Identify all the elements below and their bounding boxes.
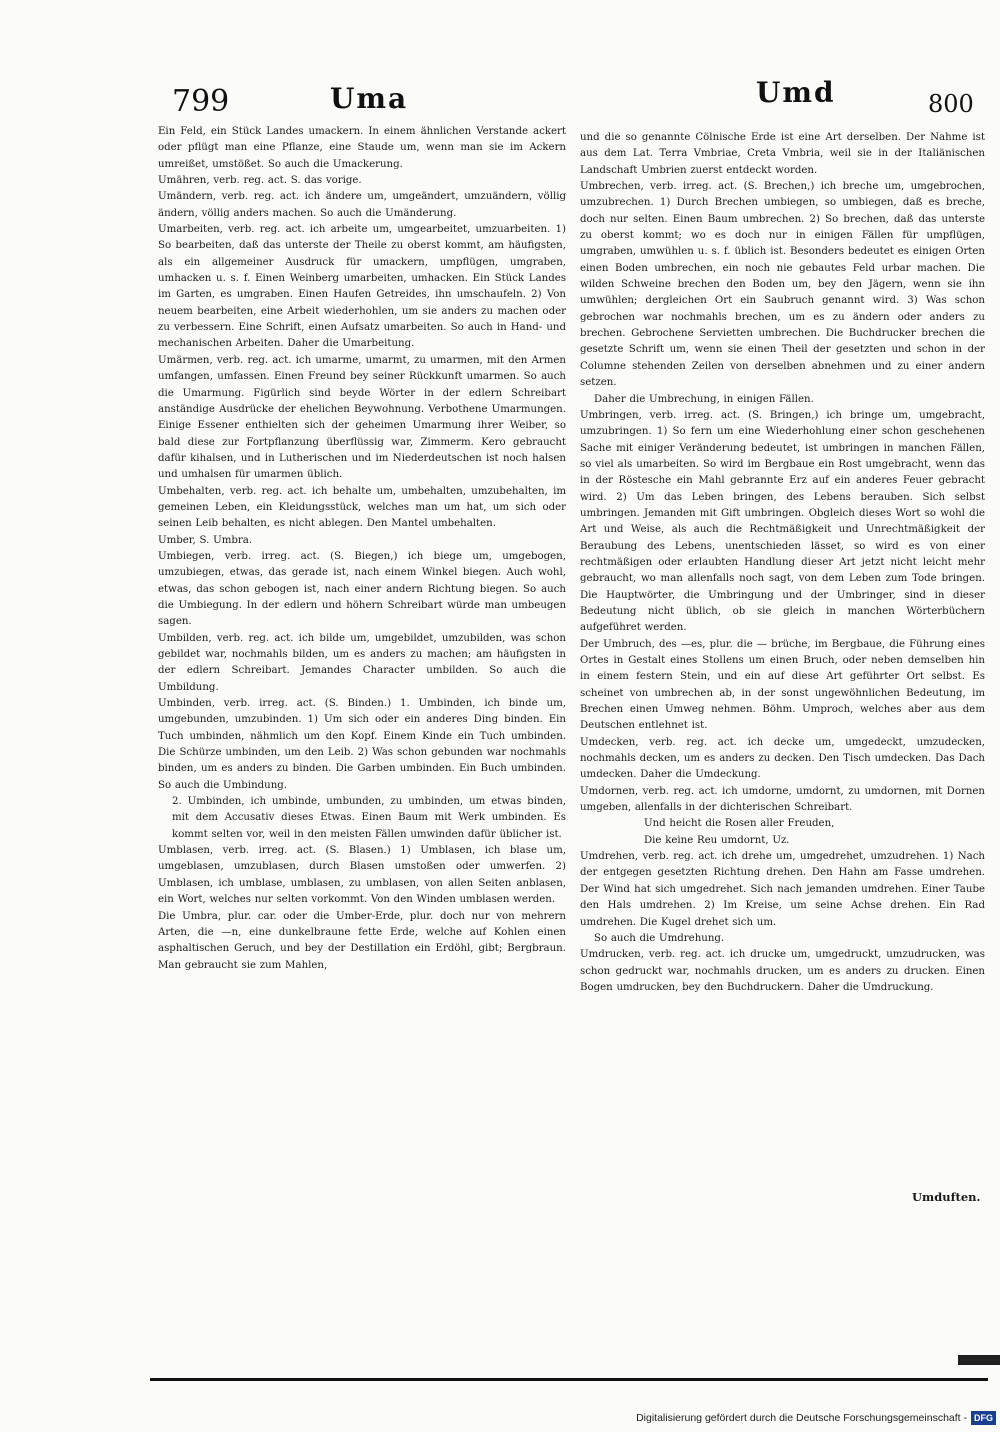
- running-head-right: Umd: [756, 76, 836, 109]
- page-number-left: 799: [172, 84, 230, 119]
- right-column: [580, 130, 985, 996]
- verse-line: Die keine Reu umdornt, Uz.: [644, 834, 790, 846]
- entry-text: Ein Feld, ein Stück Landes umackern. In einem ähnlichen Verstande ackert oder pflügt man eine Pflanze, eine Staude um, wenn man sie im Ackern umreißet, umstößet. So auch die Umackerung.: [158, 126, 566, 170]
- entry-text: Umdrehen, verb. reg. act. ich drehe um, umgedrehet, umzudrehen. 1) Nach der entgegen gesetzten Richtung drehen. Den Hahn am Fasse umdrehen. Der Wind hat sich umgedrehet. Sich nach jemanden umdrehen. Einer Taube den Hals umdrehen. 2) Im Kreise, um seine Achse drehen. Ein Rad umdrehen. Die Kugel drehet sich um.: [580, 851, 985, 928]
- entry-text: Umärmen, verb. reg. act. ich umarme, umarmt, zu umarmen, mit den Armen umfangen, umfassen. Einen Freund bey seiner Rückkunft umarmen. So auch die Umarmung. Figürlich sind beyde Wörter in der edlern Schreibart anständige Ausdrücke der ehelichen Beywohnung. Verbothene Umarmungen. Einige Essener enthielten sich der geheimen Umarmung ihrer Weiber, so bald diese zur Fortpflanzung überflüssig war, Zimmerm. Kero gebraucht dafür kihalsen, und in Lutherischen und im Niederdeutschen ist noch halsen und umhalsen für umarmen üblich.: [158, 354, 566, 481]
- entry-text: Daher die Umbrechung, in einigen Fällen.: [594, 393, 814, 405]
- entry-text: Der Umbruch, des —es, plur. die — brüche, im Bergbaue, die Führung eines Ortes in Gestalt eines Stollens um einen Bruch, oder neben demselben hin in einem festern Stein, und ein auf diese Art geführter Ort selbst. Es scheinet von umbrechen ab, in der sonst ungewöhnlichen Bedeutung, im Brechen einen Umweg nehmen. Böhm. Umproch, welches aber aus dem Deutschen entlehnet ist.: [580, 638, 985, 732]
- entry-text: Umber, S. Umbra.: [158, 534, 253, 546]
- entry-text: Umähren, verb. reg. act. S. das vorige.: [158, 175, 362, 187]
- entry-text: 2. Umbinden, ich umbinde, umbunden, zu umbinden, um etwas binden, mit dem Accusativ dieses Etwas. Einen Baum mit Werk umbinden. Es kommt selten vor, weil in den meisten Fällen umwinden dafür üblicher ist.: [172, 796, 566, 840]
- page-edge-mark: [958, 1355, 1000, 1365]
- running-head-left: Uma: [330, 82, 409, 115]
- entry-text: Umbehalten, verb. reg. act. ich behalte um, umbehalten, umzubehalten, im gemeinen Leben, ein Kleidungsstück, welches man um hat, um sich oder seinen Leib behalten, es nicht ablegen. Den Mantel umbehalten.: [158, 485, 566, 530]
- entry-text: Umdrucken, verb. reg. act. ich drucke um, umgedruckt, umzudrucken, was schon gedruckt war, nochmahls drucken, um es anders zu drucken. Einen Bogen umdrucken, bey den Buchdruckern. Daher die Umdruckung.: [580, 949, 985, 993]
- entry-text: Umbilden, verb. reg. act. ich bilde um, umgebildet, umzubilden, was schon gebildet war, nochmahls bilden, um es anders zu machen; am häufigsten in der edlern Schreibart. Jemandes Character umbilden. So auch die Umbildung.: [158, 632, 566, 693]
- entry-text: Umbinden, verb. irreg. act. (S. Binden.) 1. Umbinden, ich binde um, umgebunden, umzubinden. 1) Um sich oder ein anderes Ding binden. Ein Tuch umbinden, nähmlich um den Kopf. Einem Kinde ein Tuch umbinden. Die Schürze umbinden, um den Leib. 2) Was schon gebunden war nochmahls binden, um es anders zu binden. Die Garben umbinden. Ein Buch umbinden. So auch die Umbindung.: [158, 698, 566, 791]
- dfg-logo: DFG: [971, 1411, 996, 1425]
- bottom-rule: [150, 1378, 988, 1381]
- digitization-footer: [636, 1409, 996, 1427]
- page-number-right: 800: [928, 90, 974, 118]
- entry-text: Umändern, verb. reg. act. ich ändere um, umgeändert, umzuändern, völlig ändern, völlig anders machen. So auch die Umänderung.: [158, 191, 566, 219]
- entry-text: Umdornen, verb. reg. act. ich umdorne, umdornt, zu umdornen, mit Dornen umgeben, allenfalls in der dichterischen Schreibart.: [580, 785, 985, 814]
- footer-text: Digitalisierung gefördert durch die Deutsche Forschungsgemeinschaft -: [636, 1412, 967, 1424]
- entry-text: Umbringen, verb. irreg. act. (S. Bringen,) ich bringe um, umgebracht, umzubringen. 1) So fern um eine Wiederhohlung einer schon geschehenen Sache mit einiger Veränderung bedeutet, ist umbringen in manchen Fällen, so viel als umarbeiten. So wird im Bergbaue ein Rost umgebracht, wenn das in der Röstesche ein Mahl gebrannte Erz auf ein anderes Feuer gebracht wird. 2) Um das Leben bringen, des Lebens berauben. Sich selbst umbringen. Jemanden mit Gift umbringen. Obgleich dieses Wort so wohl die Art und Weise, als auch die Rechtmäßigkeit und Unrechtmäßigkeit der Beraubung des Lebens, unentschieden lässet, so wird es von einer rechtmäßigen oder erlaubten Handlung dieser Art jetzt nicht leicht mehr gebraucht, wo man allenfalls noch sagt, von dem Leben zum Tode bringen. Die Hauptwörter, die Umbringung und der Umbringer, sind in dieser Bedeutung nicht üblich, ob sie gleich in manchen Wörterbüchern aufgeführet werden.: [580, 409, 985, 634]
- entry-text: So auch die Umdrehung.: [594, 932, 725, 944]
- verse-line: Und heicht die Rosen aller Freuden,: [644, 818, 835, 830]
- entry-text: Umbiegen, verb. irreg. act. (S. Biegen,) ich biege um, umgebogen, umzubiegen, etwas, das gerade ist, nach einem Winkel biegen. Auch wohl, etwas, das schon gebogen ist, nach einer andern Richtung biegen. So auch die Umbiegung. In der edlern und höhern Schreibart würde man umbeugen sagen.: [158, 550, 566, 628]
- entry-text: Umarbeiten, verb. reg. act. ich arbeite um, umgearbeitet, umzuarbeiten. 1) So bearbeiten, daß das unterste der Theile zu oberst kommt, am häufigsten, als ein allgemeiner Ausdruck für umackern, umpflügen, umgraben, umhacken u. s. f. Einen Weinberg umarbeiten, umhacken. Ein Stück Landes im Garten, es umgraben. Einen Haufen Getreides, ihn umschaufeln. 2) Von neuem bearbeiten, eine Arbeit wiederhohlen, um sie anders zu machen oder zu verbessern. Eine Schrift, einen Aufsatz umarbeiten. So auch in Hand- und mechanischen Arbeiten. Daher die Umarbeitung.: [158, 224, 566, 350]
- entry-text: und die so genannte Cölnische Erde ist eine Art derselben. Der Nahme ist aus dem Lat. Terra Vmbriae, Creta Vmbria, weil sie in der Italiänischen Landschaft Umbrien zuerst entdeckt worden.: [580, 132, 985, 176]
- left-column: [158, 124, 566, 974]
- catchword: Umduften.: [912, 1190, 981, 1204]
- entry-text: Umblasen, verb. irreg. act. (S. Blasen.) 1) Umblasen, ich blase um, umgeblasen, umzublasen, durch Blasen umstoßen oder umwerfen. 2) Umblasen, ich umblase, umblasen, zu umblasen, von allen Seiten anblasen, ein Wort, welches nur selten vorkommt. Von den Winden umblasen werden.: [158, 845, 566, 906]
- entry-text: Umbrechen, verb. irreg. act. (S. Brechen,) ich breche um, umgebrochen, umzubrechen. 1) Durch Brechen umbiegen, so umbiegen, daß es breche, doch nur selten. Einen Baum umbrechen. 2) So brechen, daß das unterste zu oberst kommt; wo es doch nur in einigen Fällen für umpflügen, umgraben, umwühlen u. s. f. üblich ist. Besonders bedeutet es einigen Orten einen Boden umbrechen, ein noch nie gebautes Feld urbar machen. Die wilden Schweine brechen den Boden um, bey den Jägern, wenn sie ihn umwühlen; dergleichen Ort ein Saubruch genannt wird. 3) Was schon gebrochen war nochmahls brechen, um es zu ändern oder anders zu brechen. Gebrochene Servietten umbrechen. Die Buchdrucker brechen die gesetzte Schrift um, wenn sie einen Theil der gesetzten und schon in der Columne stehenden Zeilen von derselben abnehmen und zu einer andern setzen.: [580, 181, 985, 389]
- entry-text: Die Umbra, plur. car. oder die Umber-Erde, plur. doch nur von mehrern Arten, die —n, eine dunkelbraune fette Erde, welche auf Kohlen einen asphaltischen Geruch, und bey der Destillation ein Erdöhl, gibt; Bergbraun. Man gebraucht sie zum Mahlen,: [158, 910, 566, 971]
- entry-text: Umdecken, verb. reg. act. ich decke um, umgedeckt, umzudecken, nochmahls decken, um es anders zu decken. Den Tisch umdecken. Das Dach umdecken. Daher die Umdeckung.: [580, 736, 985, 781]
